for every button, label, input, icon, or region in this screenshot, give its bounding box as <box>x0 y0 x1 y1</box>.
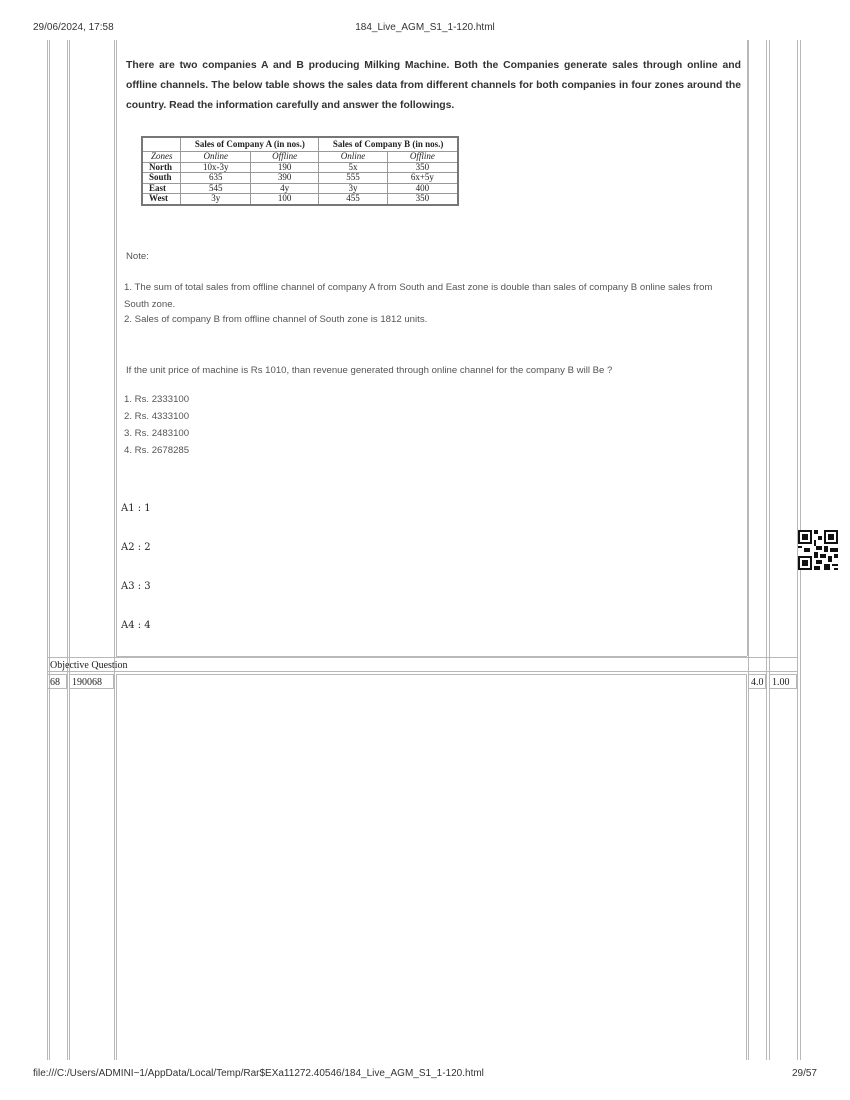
table-row <box>142 194 458 205</box>
col-a-online: Online <box>181 152 251 163</box>
table-cell: 555 <box>319 173 387 184</box>
zone-cell: East <box>142 183 181 194</box>
question-box <box>116 40 748 656</box>
print-doc-title: 184_Live_AGM_S1_1-120.html <box>355 22 495 33</box>
table-row <box>142 173 458 184</box>
next-question-body <box>116 674 747 1060</box>
question-marks: 4.0 <box>748 674 766 689</box>
header-company-a: Sales of Company A (in nos.) <box>181 137 319 152</box>
frame-line <box>49 40 50 1060</box>
zone-cell: North <box>142 162 181 173</box>
table-cell: 3y <box>181 194 251 205</box>
question-serial: 68 <box>47 674 67 689</box>
question-negative-marks: 1.00 <box>769 674 797 689</box>
col-b-online: Online <box>319 152 387 163</box>
answer-option: A2 : 2 <box>121 542 151 553</box>
question-type-label: Objective Question <box>47 657 798 672</box>
table-cell: 350 <box>387 162 458 173</box>
frame-line <box>748 40 749 1060</box>
print-datetime: 29/06/2024, 17:58 <box>33 22 114 33</box>
table-cell: 545 <box>181 183 251 194</box>
note-item: 2. Sales of company B from offline channel of South zone is 1812 units. <box>124 314 428 325</box>
question-id: 190068 <box>69 674 114 689</box>
table-cell: 10x-3y <box>181 162 251 173</box>
option-item: 1. Rs. 2333100 <box>124 394 190 405</box>
zone-cell: South <box>142 173 181 184</box>
table-cell: 6x+5y <box>387 173 458 184</box>
question-text: If the unit price of machine is Rs 1010, than revenue generated through online channel for the company B will Be ? <box>126 365 613 376</box>
header-company-b: Sales of Company B (in nos.) <box>319 137 458 152</box>
answer-option: A1 : 1 <box>121 503 151 514</box>
table-cell: 100 <box>250 194 318 205</box>
option-item: 4. Rs. 2678285 <box>124 445 190 456</box>
table-cell: 4y <box>250 183 318 194</box>
note-label: Note: <box>126 251 149 262</box>
options-list <box>124 391 189 459</box>
col-b-offline: Offline <box>387 152 458 163</box>
qr-code-icon <box>798 530 838 570</box>
table-cell: 390 <box>250 173 318 184</box>
col-a-offline: Offline <box>250 152 318 163</box>
table-cell: 3y <box>319 183 387 194</box>
table-cell: 455 <box>319 194 387 205</box>
note-item: 1. The sum of total sales from offline channel of company A from South and East zone is double than sales of company B online sales from South zone. <box>124 282 713 310</box>
table-cell: 400 <box>387 183 458 194</box>
table-cell: 635 <box>181 173 251 184</box>
frame-line <box>69 40 70 1060</box>
col-zones: Zones <box>142 152 181 163</box>
table-cell: 350 <box>387 194 458 205</box>
frame-line <box>47 40 48 1060</box>
frame-line <box>766 40 767 1060</box>
table-cell: 5x <box>319 162 387 173</box>
table-row <box>142 162 458 173</box>
file-path: file:///C:/Users/ADMINI~1/AppData/Local/Temp/Rar$EXa11272.40546/184_Live_AGM_S1_1-120.html <box>33 1068 484 1079</box>
zone-cell: West <box>142 194 181 205</box>
frame-line <box>67 40 68 1060</box>
answer-option: A4 : 4 <box>121 620 151 631</box>
frame-line <box>769 40 770 1060</box>
page-number: 29/57 <box>791 1068 817 1079</box>
answer-option: A3 : 3 <box>121 581 151 592</box>
question-intro: There are two companies A and B producing Milking Machine. Both the Companies generate sales through online and offline channels. The below table shows the sales data from different channels for both companies in four zones around the country. Read the information carefully and answer the followings. <box>126 60 741 111</box>
table-row <box>142 183 458 194</box>
option-item: 3. Rs. 2483100 <box>124 428 190 439</box>
frame-line <box>114 40 115 1060</box>
table-cell: 190 <box>250 162 318 173</box>
option-item: 2. Rs. 4333100 <box>124 411 190 422</box>
sales-table <box>141 136 459 206</box>
